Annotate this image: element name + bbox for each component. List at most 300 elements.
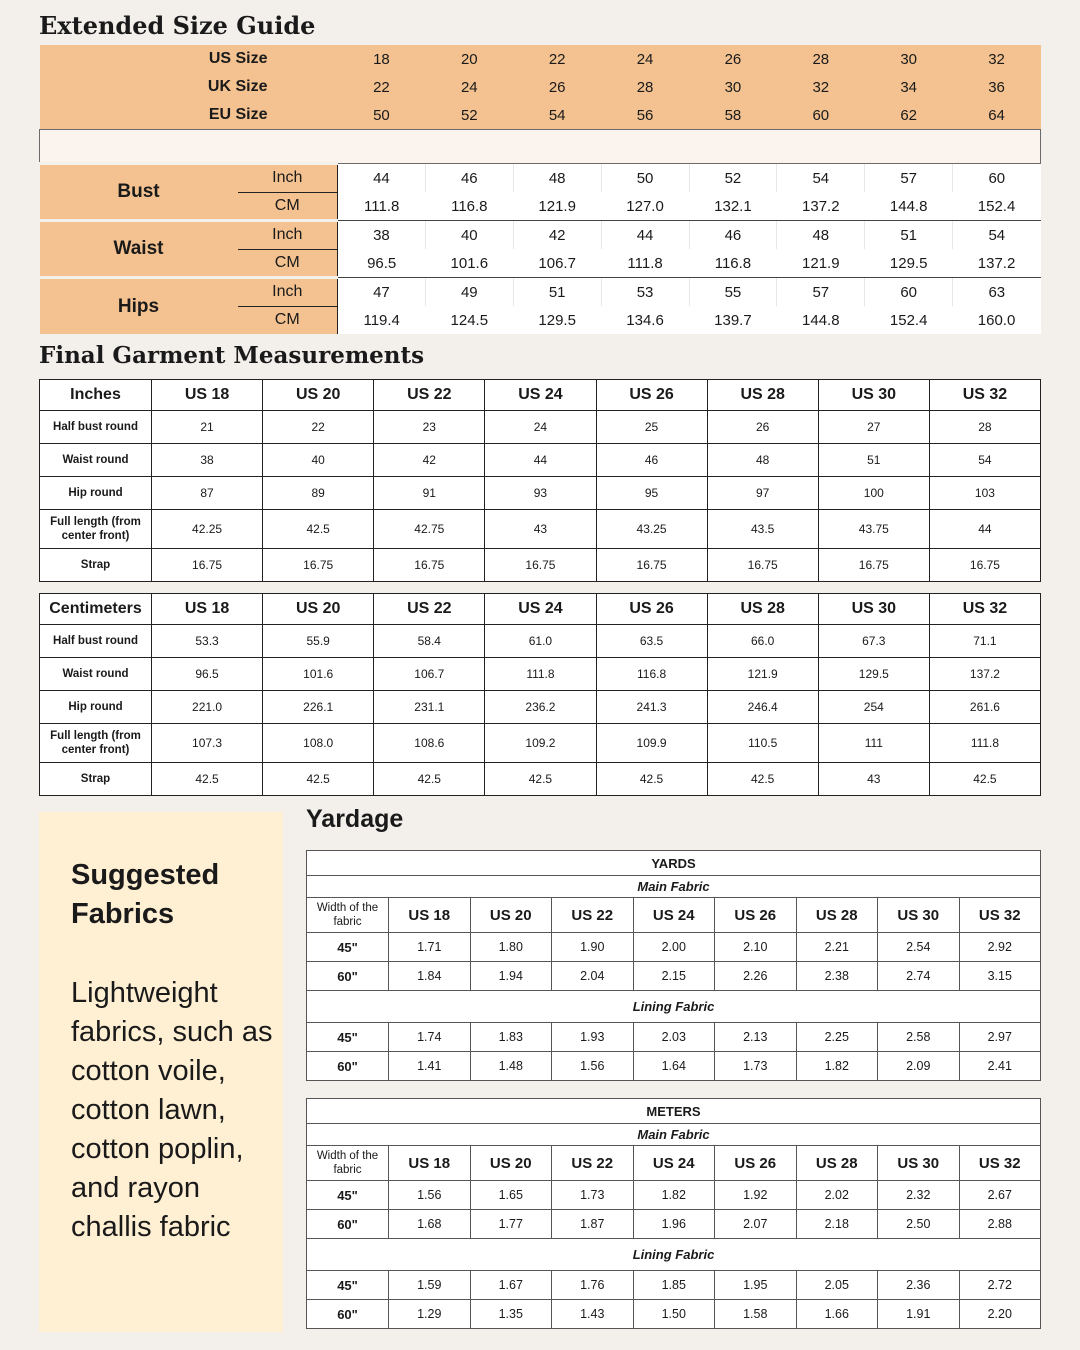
table-cell: 2.72 xyxy=(959,1271,1041,1300)
table-cell: 21 xyxy=(152,411,263,444)
measure-cell: 38 xyxy=(338,221,426,250)
table-cell: 1.83 xyxy=(470,1023,552,1052)
measure-cell: 127.0 xyxy=(601,192,689,221)
table-cell: 1.80 xyxy=(470,933,552,962)
table-cell: 254 xyxy=(818,691,929,724)
table-cell: 1.65 xyxy=(470,1181,552,1210)
measure-cell: 101.6 xyxy=(425,249,513,278)
table-cell: 42.75 xyxy=(374,510,485,549)
table-cell: 44 xyxy=(929,510,1040,549)
table-cell: 107.3 xyxy=(152,724,263,763)
table-cell: 109.2 xyxy=(485,724,596,763)
width-label: 60" xyxy=(307,1052,389,1081)
table-cell: 1.76 xyxy=(552,1271,634,1300)
measure-cell: 116.8 xyxy=(425,192,513,221)
table-cell: 226.1 xyxy=(263,691,374,724)
column-header: US 18 xyxy=(389,898,471,933)
table-cell: 100 xyxy=(818,477,929,510)
measure-cell: 42 xyxy=(513,221,601,250)
table-cell: 42.5 xyxy=(263,510,374,549)
width-label: 60" xyxy=(307,1300,389,1329)
yardage-meters-table xyxy=(306,1098,1041,1329)
table-cell: 22 xyxy=(263,411,374,444)
row-label: US Size xyxy=(40,45,338,73)
table-cell: 2.10 xyxy=(715,933,797,962)
measure-cell: 48 xyxy=(777,221,865,250)
table-cell: 25 xyxy=(596,411,707,444)
column-header: US 26 xyxy=(596,380,707,411)
table-cell: 93 xyxy=(485,477,596,510)
table-cell: 2.21 xyxy=(796,933,878,962)
table-row xyxy=(40,724,1041,763)
column-header: US 28 xyxy=(796,898,878,933)
table-cell: 2.97 xyxy=(959,1023,1041,1052)
unit-header: Centimeters xyxy=(40,594,152,625)
size-cell: 62 xyxy=(865,101,953,130)
measure-cell: 152.4 xyxy=(953,192,1041,221)
table-caption-row xyxy=(307,851,1041,876)
table-cell: 1.73 xyxy=(552,1181,634,1210)
row-label: Half bust round xyxy=(40,625,152,658)
final-garment-inches-table xyxy=(39,379,1041,582)
table-row xyxy=(40,444,1041,477)
measure-cell: 47 xyxy=(338,278,426,307)
width-label: 45" xyxy=(307,933,389,962)
table-cell: 1.77 xyxy=(470,1210,552,1239)
group-label-hips: Hips xyxy=(40,278,238,335)
measure-cell: 40 xyxy=(425,221,513,250)
measure-cell: 121.9 xyxy=(513,192,601,221)
size-cell: 36 xyxy=(953,73,1041,101)
table-cell: 137.2 xyxy=(929,658,1040,691)
column-header: US 22 xyxy=(552,1146,634,1181)
table-cell: 24 xyxy=(485,411,596,444)
table-cell: 2.04 xyxy=(552,962,634,991)
column-header: US 32 xyxy=(959,898,1041,933)
table-cell: 1.56 xyxy=(389,1181,471,1210)
table-cell: 16.75 xyxy=(263,549,374,582)
table-cell: 3.15 xyxy=(959,962,1041,991)
size-cell: 30 xyxy=(865,45,953,73)
size-cell: 20 xyxy=(425,45,513,73)
table-cell: 108.6 xyxy=(374,724,485,763)
table-cell: 53.3 xyxy=(152,625,263,658)
table-row xyxy=(40,510,1041,549)
table-cell: 2.41 xyxy=(959,1052,1041,1081)
table-cell: 129.5 xyxy=(818,658,929,691)
table-cell: 1.82 xyxy=(633,1181,715,1210)
column-header: US 28 xyxy=(796,1146,878,1181)
column-header: US 20 xyxy=(263,594,374,625)
column-header: US 32 xyxy=(929,380,1040,411)
measure-cell: 50 xyxy=(601,164,689,193)
column-header: US 30 xyxy=(818,380,929,411)
table-row xyxy=(307,933,1041,962)
group-label-bust: Bust xyxy=(40,164,238,221)
table-cell: 111.8 xyxy=(929,724,1040,763)
measure-cell: 44 xyxy=(338,164,426,193)
table-cell: 2.92 xyxy=(959,933,1041,962)
width-label: 60" xyxy=(307,962,389,991)
table-cell: 2.15 xyxy=(633,962,715,991)
table-cell: 43.25 xyxy=(596,510,707,549)
unit-label: Inch xyxy=(238,221,338,250)
table-row xyxy=(40,549,1041,582)
table-row xyxy=(307,1300,1041,1329)
width-label: 45" xyxy=(307,1271,389,1300)
table-cell: 2.58 xyxy=(878,1023,960,1052)
table-cell: 1.41 xyxy=(389,1052,471,1081)
table-header-row xyxy=(40,380,1041,411)
width-header: Width of the fabric xyxy=(307,898,389,933)
table-cell: 38 xyxy=(152,444,263,477)
table-cell: 2.03 xyxy=(633,1023,715,1052)
section-row xyxy=(307,1239,1041,1271)
table-row xyxy=(40,691,1041,724)
table-cell: 67.3 xyxy=(818,625,929,658)
size-cell: 50 xyxy=(338,101,426,130)
table-cell: 42.5 xyxy=(485,763,596,796)
table-cell: 246.4 xyxy=(707,691,818,724)
measure-cell: 129.5 xyxy=(865,249,953,278)
measure-cell: 152.4 xyxy=(865,306,953,334)
table-cell: 26 xyxy=(707,411,818,444)
row-label: Strap xyxy=(40,763,152,796)
table-cell: 1.67 xyxy=(470,1271,552,1300)
measure-cell: 46 xyxy=(689,221,777,250)
table-cell: 1.82 xyxy=(796,1052,878,1081)
measure-cell: 44 xyxy=(601,221,689,250)
table-cell: 1.94 xyxy=(470,962,552,991)
column-header: US 26 xyxy=(715,1146,797,1181)
measure-cell: 137.2 xyxy=(953,249,1041,278)
row-label: Full length (from center front) xyxy=(40,724,152,763)
table-cell: 103 xyxy=(929,477,1040,510)
measure-cell: 60 xyxy=(865,278,953,307)
table-cell: 40 xyxy=(263,444,374,477)
group-label-waist: Waist xyxy=(40,221,238,278)
column-header: US 22 xyxy=(552,898,634,933)
table-cell: 1.93 xyxy=(552,1023,634,1052)
size-cell: 24 xyxy=(425,73,513,101)
table-cell: 2.88 xyxy=(959,1210,1041,1239)
section-label: Main Fabric xyxy=(307,876,1041,898)
table-cell: 44 xyxy=(485,444,596,477)
size-cell: 18 xyxy=(338,45,426,73)
table-cell: 43 xyxy=(485,510,596,549)
table-cell: 43.75 xyxy=(818,510,929,549)
unit-header: Inches xyxy=(40,380,152,411)
table-cell: 71.1 xyxy=(929,625,1040,658)
table-cell: 116.8 xyxy=(596,658,707,691)
yardage-title: Yardage xyxy=(306,805,404,833)
row-label: Full length (from center front) xyxy=(40,510,152,549)
measure-cell: 139.7 xyxy=(689,306,777,334)
table-cell: 2.38 xyxy=(796,962,878,991)
table-cell: 89 xyxy=(263,477,374,510)
measure-cell: 116.8 xyxy=(689,249,777,278)
table-row xyxy=(307,1210,1041,1239)
section-label: Lining Fabric xyxy=(307,991,1041,1023)
column-header: US 30 xyxy=(878,1146,960,1181)
table-cell: 221.0 xyxy=(152,691,263,724)
table-cell: 1.73 xyxy=(715,1052,797,1081)
table-cell: 101.6 xyxy=(263,658,374,691)
table-cell: 1.87 xyxy=(552,1210,634,1239)
measure-cell: 52 xyxy=(689,164,777,193)
table-cell: 42.5 xyxy=(707,763,818,796)
row-label: UK Size xyxy=(40,73,338,101)
table-cell: 1.74 xyxy=(389,1023,471,1052)
table-cell: 16.75 xyxy=(374,549,485,582)
table-cell: 42.5 xyxy=(929,763,1040,796)
row-label: Waist round xyxy=(40,658,152,691)
hips-inch-row xyxy=(40,278,1041,307)
table-cell: 66.0 xyxy=(707,625,818,658)
table-cell: 121.9 xyxy=(707,658,818,691)
size-cell: 58 xyxy=(689,101,777,130)
table-row xyxy=(307,1052,1041,1081)
table-cell: 2.50 xyxy=(878,1210,960,1239)
table-cell: 42.25 xyxy=(152,510,263,549)
table-cell: 16.75 xyxy=(596,549,707,582)
final-garment-centimeters-table xyxy=(39,593,1041,796)
table-cell: 43 xyxy=(818,763,929,796)
bust-inch-row xyxy=(40,164,1041,193)
measure-cell: 144.8 xyxy=(865,192,953,221)
measure-cell: 111.8 xyxy=(338,192,426,221)
size-cell: 22 xyxy=(338,73,426,101)
table-cell: 111.8 xyxy=(485,658,596,691)
table-cell: 1.95 xyxy=(715,1271,797,1300)
table-row xyxy=(40,658,1041,691)
column-header: US 18 xyxy=(389,1146,471,1181)
us-size-row xyxy=(40,45,1041,73)
unit-label: CM xyxy=(238,192,338,221)
size-cell: 52 xyxy=(425,101,513,130)
section-label: Lining Fabric xyxy=(307,1239,1041,1271)
table-cell: 16.75 xyxy=(929,549,1040,582)
table-cell: 1.85 xyxy=(633,1271,715,1300)
size-cell: 64 xyxy=(953,101,1041,130)
column-header: US 18 xyxy=(152,380,263,411)
table-cell: 42 xyxy=(374,444,485,477)
column-header: US 26 xyxy=(596,594,707,625)
final-garment-title: Final Garment Measurements xyxy=(39,342,425,369)
table-cell: 108.0 xyxy=(263,724,374,763)
table-caption: METERS xyxy=(307,1099,1041,1124)
measure-cell: 137.2 xyxy=(777,192,865,221)
measure-cell: 121.9 xyxy=(777,249,865,278)
suggested-fabrics-panel xyxy=(39,812,283,1332)
size-cell: 60 xyxy=(777,101,865,130)
column-header: US 20 xyxy=(263,380,374,411)
size-cell: 34 xyxy=(865,73,953,101)
table-row xyxy=(40,763,1041,796)
row-label: Hip round xyxy=(40,691,152,724)
measure-cell: 57 xyxy=(777,278,865,307)
column-header: US 30 xyxy=(818,594,929,625)
measure-cell: 160.0 xyxy=(953,306,1041,334)
measure-cell: 51 xyxy=(865,221,953,250)
section-row xyxy=(307,876,1041,898)
table-cell: 261.6 xyxy=(929,691,1040,724)
row-label: Half bust round xyxy=(40,411,152,444)
table-cell: 1.56 xyxy=(552,1052,634,1081)
table-cell: 2.26 xyxy=(715,962,797,991)
measure-cell: 144.8 xyxy=(777,306,865,334)
measure-cell: 106.7 xyxy=(513,249,601,278)
table-cell: 2.32 xyxy=(878,1181,960,1210)
size-cell: 30 xyxy=(689,73,777,101)
measure-cell: 53 xyxy=(601,278,689,307)
table-cell: 2.74 xyxy=(878,962,960,991)
table-cell: 231.1 xyxy=(374,691,485,724)
section-label: Main Fabric xyxy=(307,1124,1041,1146)
table-cell: 2.13 xyxy=(715,1023,797,1052)
table-cell: 54 xyxy=(929,444,1040,477)
column-header: US 22 xyxy=(374,594,485,625)
eu-size-row xyxy=(40,101,1041,130)
table-cell: 96.5 xyxy=(152,658,263,691)
measure-cell: 46 xyxy=(425,164,513,193)
table-row xyxy=(40,477,1041,510)
measure-cell: 51 xyxy=(513,278,601,307)
table-row xyxy=(307,1023,1041,1052)
row-label: Waist round xyxy=(40,444,152,477)
table-cell: 48 xyxy=(707,444,818,477)
table-cell: 51 xyxy=(818,444,929,477)
table-cell: 16.75 xyxy=(485,549,596,582)
table-cell: 1.43 xyxy=(552,1300,634,1329)
table-cell: 2.00 xyxy=(633,933,715,962)
row-label: Strap xyxy=(40,549,152,582)
measure-cell: 49 xyxy=(425,278,513,307)
table-cell: 111 xyxy=(818,724,929,763)
measure-cell: 134.6 xyxy=(601,306,689,334)
column-header: US 26 xyxy=(715,898,797,933)
size-cell: 32 xyxy=(777,73,865,101)
table-cell: 110.5 xyxy=(707,724,818,763)
column-header: US 18 xyxy=(152,594,263,625)
table-cell: 16.75 xyxy=(707,549,818,582)
table-cell: 241.3 xyxy=(596,691,707,724)
table-cell: 61.0 xyxy=(485,625,596,658)
size-cell: 26 xyxy=(689,45,777,73)
table-cell: 63.5 xyxy=(596,625,707,658)
table-cell: 42.5 xyxy=(374,763,485,796)
width-header: Width of the fabric xyxy=(307,1146,389,1181)
table-cell: 1.35 xyxy=(470,1300,552,1329)
measure-cell: 111.8 xyxy=(601,249,689,278)
column-header: US 28 xyxy=(707,594,818,625)
table-cell: 2.25 xyxy=(796,1023,878,1052)
measure-cell: 60 xyxy=(953,164,1041,193)
unit-label: Inch xyxy=(238,278,338,307)
table-cell: 46 xyxy=(596,444,707,477)
table-cell: 1.90 xyxy=(552,933,634,962)
table-cell: 97 xyxy=(707,477,818,510)
width-label: 60" xyxy=(307,1210,389,1239)
table-cell: 16.75 xyxy=(152,549,263,582)
table-row xyxy=(40,411,1041,444)
table-cell: 42.5 xyxy=(152,763,263,796)
unit-label: CM xyxy=(238,306,338,334)
column-header: US 32 xyxy=(929,594,1040,625)
table-header-row xyxy=(307,898,1041,933)
column-header: US 22 xyxy=(374,380,485,411)
table-cell: 2.54 xyxy=(878,933,960,962)
section-row xyxy=(307,991,1041,1023)
table-cell: 1.96 xyxy=(633,1210,715,1239)
spacer-row xyxy=(40,130,1041,164)
column-header: US 24 xyxy=(633,898,715,933)
table-cell: 2.36 xyxy=(878,1271,960,1300)
table-row xyxy=(40,625,1041,658)
size-guide-title: Extended Size Guide xyxy=(39,11,316,40)
table-cell: 95 xyxy=(596,477,707,510)
table-header-row xyxy=(307,1146,1041,1181)
column-header: US 24 xyxy=(485,594,596,625)
size-guide-table xyxy=(39,45,1041,334)
table-cell: 2.18 xyxy=(796,1210,878,1239)
width-label: 45" xyxy=(307,1023,389,1052)
table-cell: 2.20 xyxy=(959,1300,1041,1329)
table-cell: 58.4 xyxy=(374,625,485,658)
table-row xyxy=(307,1271,1041,1300)
size-cell: 22 xyxy=(513,45,601,73)
table-cell: 1.29 xyxy=(389,1300,471,1329)
yardage-yards-table xyxy=(306,850,1041,1081)
table-cell: 43.5 xyxy=(707,510,818,549)
measure-cell: 63 xyxy=(953,278,1041,307)
column-header: US 30 xyxy=(878,898,960,933)
table-cell: 1.66 xyxy=(796,1300,878,1329)
column-header: US 20 xyxy=(470,898,552,933)
table-cell: 1.92 xyxy=(715,1181,797,1210)
measure-cell: 54 xyxy=(953,221,1041,250)
width-label: 45" xyxy=(307,1181,389,1210)
table-cell: 2.05 xyxy=(796,1271,878,1300)
size-cell: 54 xyxy=(513,101,601,130)
table-cell: 2.09 xyxy=(878,1052,960,1081)
unit-label: CM xyxy=(238,249,338,278)
measure-cell: 48 xyxy=(513,164,601,193)
table-cell: 1.58 xyxy=(715,1300,797,1329)
table-cell: 2.67 xyxy=(959,1181,1041,1210)
row-label: Hip round xyxy=(40,477,152,510)
table-cell: 109.9 xyxy=(596,724,707,763)
table-cell: 1.84 xyxy=(389,962,471,991)
table-cell: 1.91 xyxy=(878,1300,960,1329)
table-cell: 91 xyxy=(374,477,485,510)
table-cell: 16.75 xyxy=(818,549,929,582)
table-cell: 55.9 xyxy=(263,625,374,658)
suggested-fabrics-text: Lightweight fabrics, such as cotton voile, cotton lawn, cotton poplin, and rayon challis fabric xyxy=(71,977,273,1243)
table-cell: 42.5 xyxy=(263,763,374,796)
measure-cell: 57 xyxy=(865,164,953,193)
measure-cell: 119.4 xyxy=(338,306,426,334)
measure-cell: 55 xyxy=(689,278,777,307)
size-cell: 28 xyxy=(777,45,865,73)
size-cell: 32 xyxy=(953,45,1041,73)
table-cell: 1.71 xyxy=(389,933,471,962)
unit-label: Inch xyxy=(238,164,338,193)
table-cell: 27 xyxy=(818,411,929,444)
column-header: US 32 xyxy=(959,1146,1041,1181)
table-caption-row xyxy=(307,1099,1041,1124)
suggested-fabrics-title: Suggested Fabrics xyxy=(71,859,220,930)
